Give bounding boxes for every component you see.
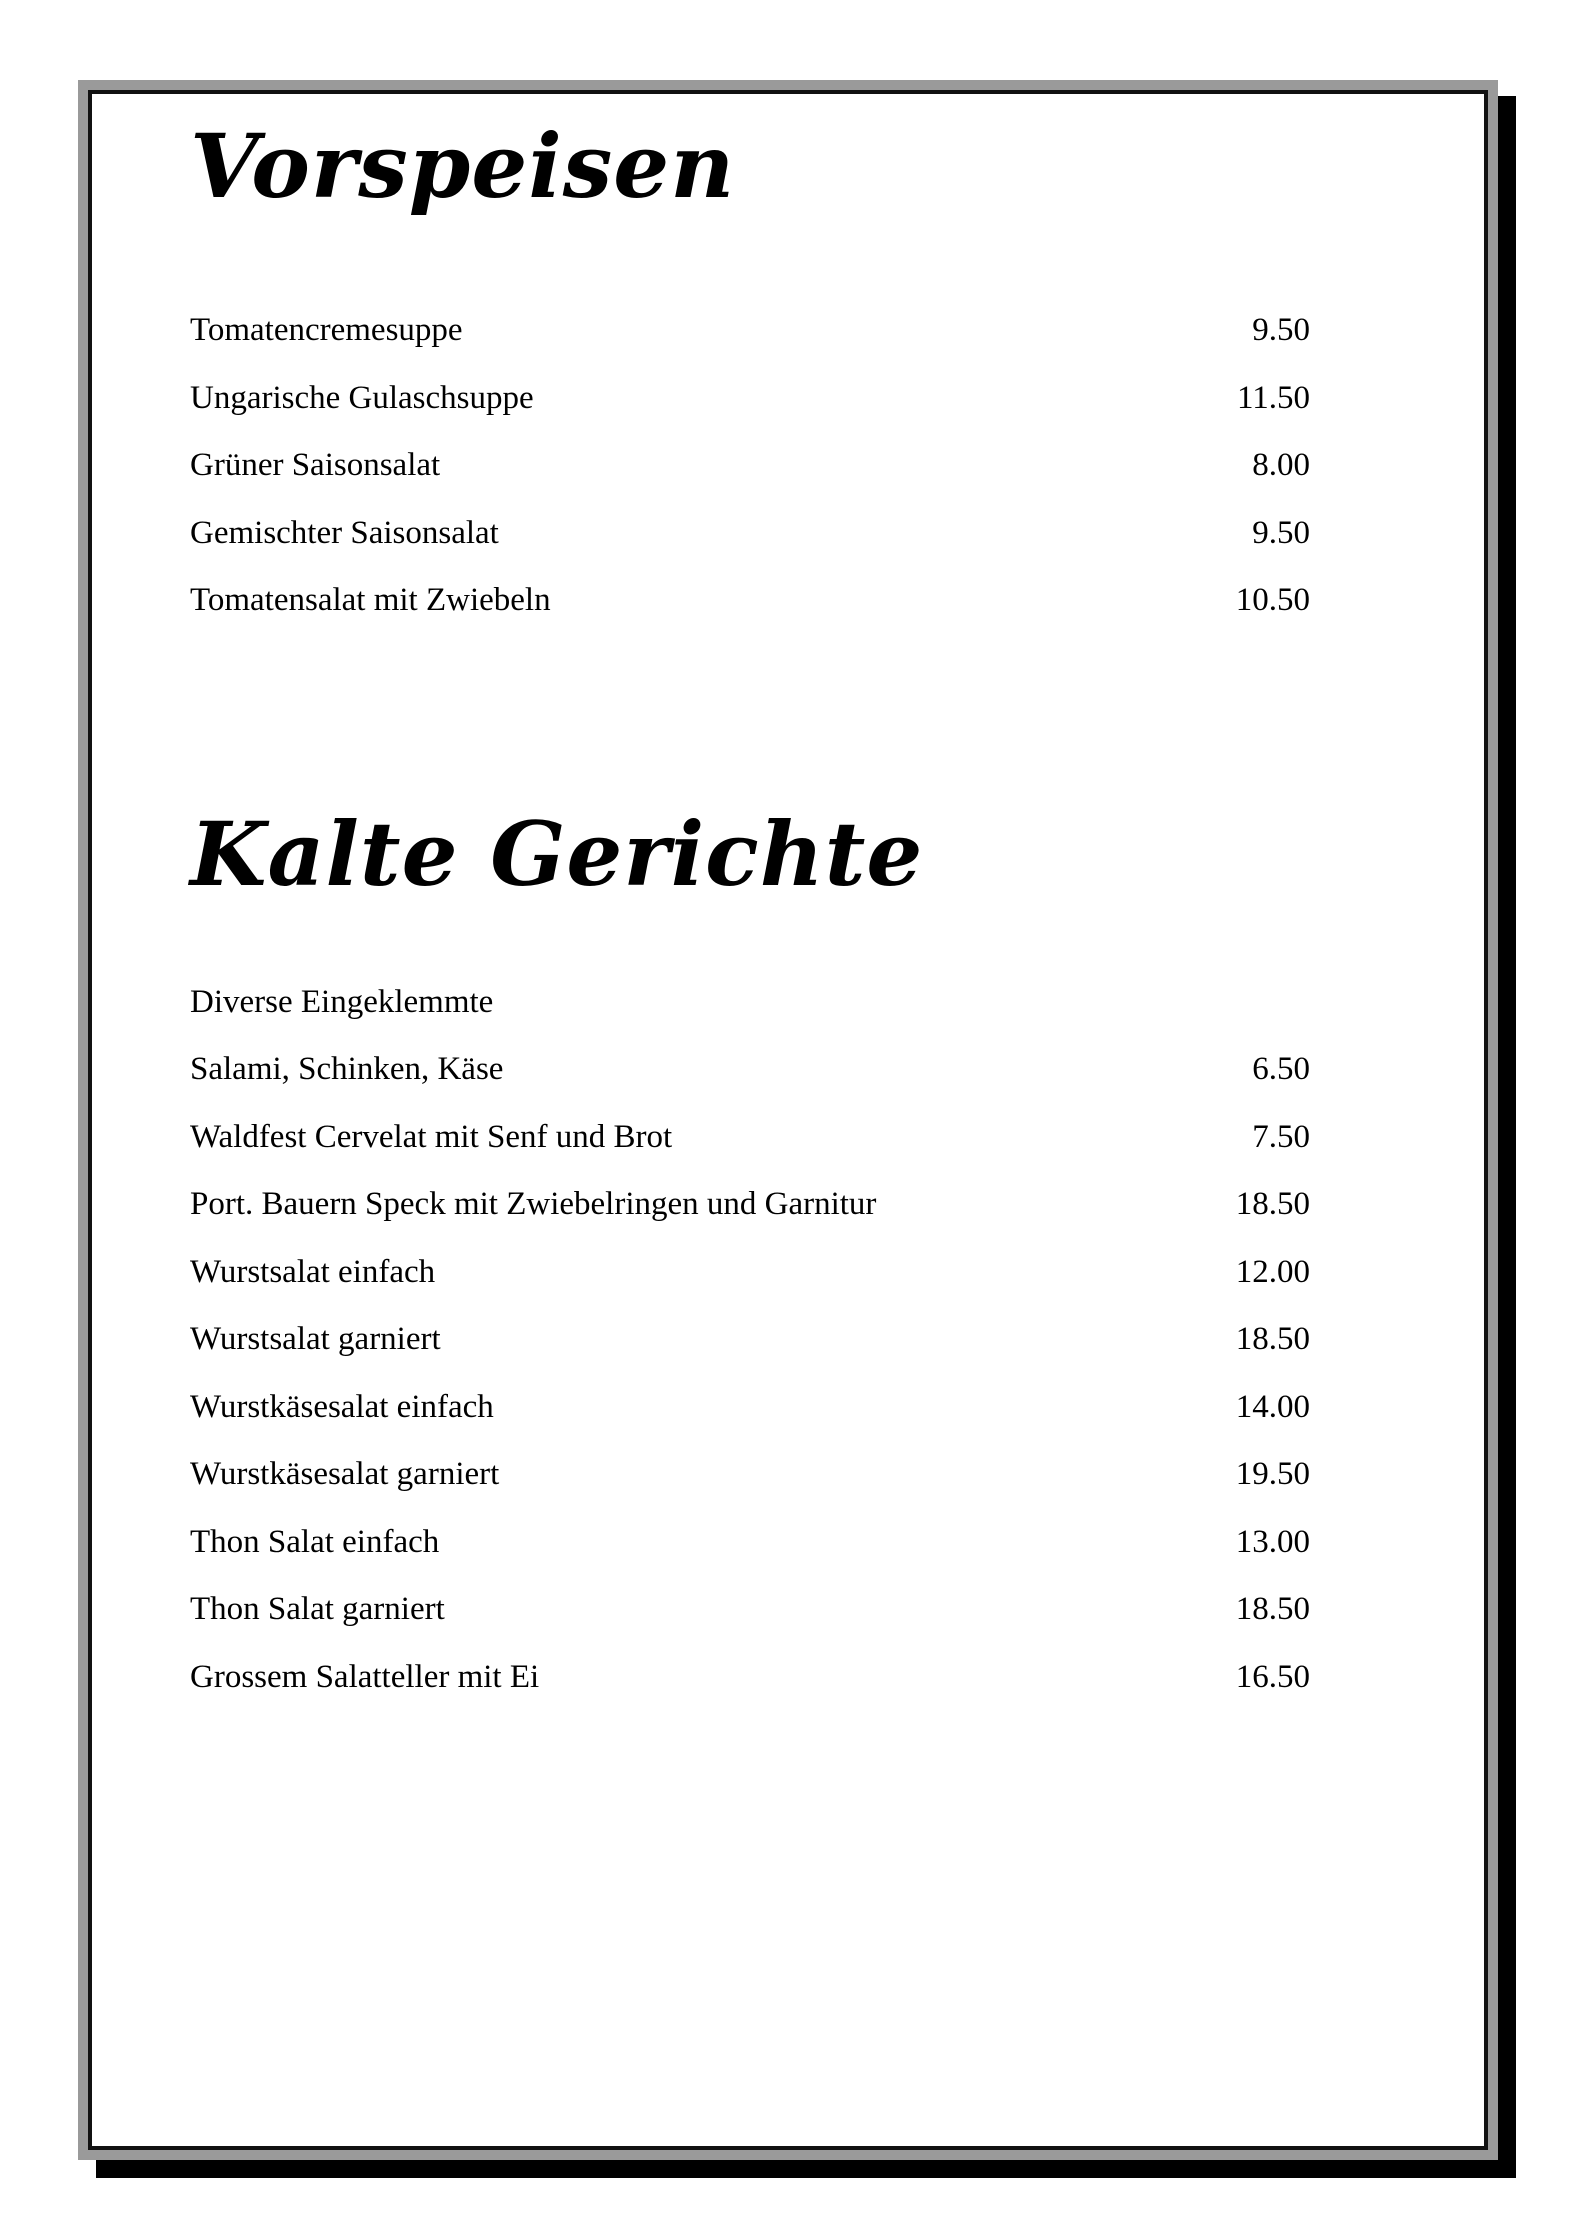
item-price: 16.50 [1235,1658,1310,1695]
menu-item [190,1389,1310,1457]
menu-item [190,582,1310,650]
item-name: Thon Salat garniert [190,1591,445,1627]
item-name: Ungarische Gulaschsuppe [190,379,534,416]
menu-item [190,1591,1310,1659]
item-price: 18.50 [1235,1321,1310,1357]
menu-item [190,984,1310,1052]
item-name: Salami, Schinken, Käse [190,1051,504,1087]
item-name: Wurstkäsesalat einfach [190,1388,494,1425]
menu-item [190,515,1310,583]
item-name: Tomatencremesuppe [190,312,463,348]
item-price: 10.50 [1235,582,1310,618]
item-name: Wurstsalat garniert [190,1321,441,1357]
menu-item [190,447,1310,515]
item-price: 12.00 [1235,1253,1310,1290]
item-price: 9.50 [1252,514,1310,551]
section-title-vorspeisen: Vorspeisen [190,114,736,218]
item-name: Grüner Saisonsalat [190,447,441,483]
item-name: Grossem Salatteller mit Ei [190,1658,540,1695]
item-price: 7.50 [1252,1118,1310,1155]
item-name: Port. Bauern Speck mit Zwiebelringen und Garnitur [190,1186,877,1222]
menu-item [190,312,1310,380]
item-price: 18.50 [1235,1186,1310,1222]
menu-item [190,1254,1310,1322]
menu-item [190,1186,1310,1254]
item-name: Diverse Eingeklemmte [190,983,494,1020]
item-name: Gemischter Saisonsalat [190,514,499,551]
item-price: 13.00 [1235,1523,1310,1560]
menu-item [190,1119,1310,1187]
item-price: 8.00 [1252,447,1310,483]
menu-item [190,1524,1310,1592]
item-price: 6.50 [1252,1051,1310,1087]
item-name: Thon Salat einfach [190,1523,440,1560]
section-items-kalte-gerichte [190,984,1310,1727]
item-name: Tomatensalat mit Zwiebeln [190,582,551,618]
item-name: Wurstkäsesalat garniert [190,1456,500,1492]
item-name: Waldfest Cervelat mit Senf und Brot [190,1118,673,1155]
section-title-kalte-gerichte: Kalte Gerichte [190,801,924,906]
menu-item [190,1051,1310,1119]
menu-item [190,1321,1310,1389]
menu-item [190,380,1310,448]
item-price: 19.50 [1235,1456,1310,1492]
item-price: 9.50 [1252,312,1310,348]
item-price: 11.50 [1236,379,1310,416]
section-items-vorspeisen [190,312,1310,650]
menu-item [190,1659,1310,1727]
item-price: 18.50 [1235,1591,1310,1627]
item-name: Wurstsalat einfach [190,1253,436,1290]
item-price: 14.00 [1235,1388,1310,1425]
menu-item [190,1456,1310,1524]
menu-content [190,90,1310,1726]
